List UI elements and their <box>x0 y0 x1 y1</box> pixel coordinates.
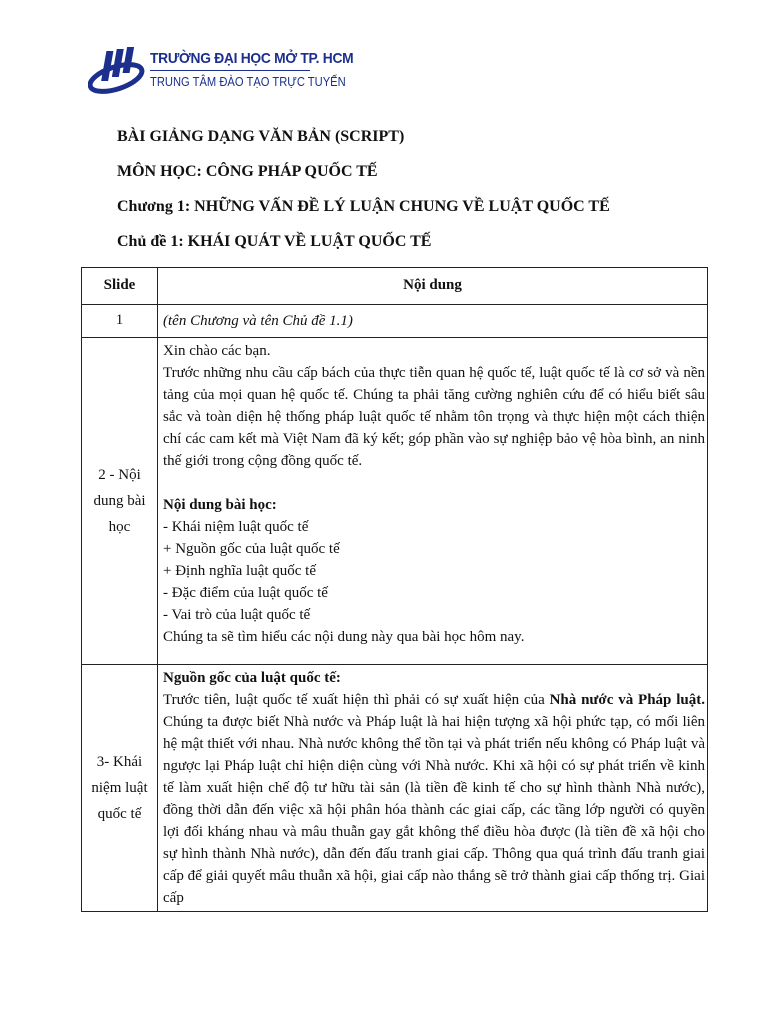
closing-text: Chúng ta sẽ tìm hiểu các nội dung này qua bài học hôm nay. <box>163 629 525 645</box>
logo-emblem-icon <box>88 42 148 100</box>
table-row <box>82 665 708 912</box>
slide-number: 1 <box>82 305 158 338</box>
slide-column-header: Slide <box>82 268 158 305</box>
university-name: TRƯỜNG ĐẠI HỌC MỞ TP. HCM <box>150 50 354 67</box>
lesson-content-heading: Nội dung bài học: <box>163 497 277 513</box>
topic-title: Chủ đề 1: KHÁI QUÁT VỀ LUẬT QUỐC TẾ <box>117 233 432 250</box>
university-logo <box>88 42 354 100</box>
logo-divider <box>150 70 310 71</box>
course-title: MÔN HỌC: CÔNG PHÁP QUỐC TẾ <box>117 163 378 180</box>
slide-content: (tên Chương và tên Chủ đề 1.1) <box>158 305 708 338</box>
list-item: + Nguồn gốc của luật quốc tế <box>163 541 340 557</box>
slide-content <box>158 665 708 912</box>
greeting-text: Xin chào các bạn. <box>163 343 271 359</box>
list-item: - Đặc điểm của luật quốc tế <box>163 585 328 601</box>
slide-content <box>158 338 708 665</box>
state-law-emphasis: Nhà nước và Pháp luật. <box>549 692 705 708</box>
intro-paragraph: Trước những nhu cầu cấp bách của thực tiễn quan hệ quốc tế, luật quốc tế là cơ sở và nền tảng của mọi quan hệ quốc tế. Chúng ta phải tăng cường nghiên cứu để có hiểu biết sâu sắc và toàn diện hệ thống pháp luật quốc tế nhằm tôn trọng và thực hiện một cách thiện chí các cam kết mà Việt Nam đã ký kết; góp phần vào sự nghiệp bảo vệ hòa bình, an ninh thế giới trong cộng đồng quốc tế. <box>163 365 705 469</box>
table-row <box>82 338 708 665</box>
script-table <box>81 267 708 912</box>
origin-heading: Nguồn gốc của luật quốc tế: <box>163 670 341 686</box>
origin-paragraph: Trước tiên, luật quốc tế xuất hiện thì phải có sự xuất hiện của Nhà nước và Pháp luật. Chúng ta được biết Nhà nước và Pháp luật là hai hiện tượng xã hội phức tạp, có mối liên hệ mật thiết với nhau. Nhà nước không thể tồn tại và phát triển nếu không có Pháp luật và ngược lại Pháp luật chỉ hiện diện cùng với Nhà nước. Khi xã hội có sự phát triển về kinh tế làm xuất hiện chế độ tư hữu tài sản (là tiền đề kinh tế cho sự hình thành Nhà nước), đồng thời dẫn đến việc xã hội phân hóa thành các giai cấp, các tầng lớp người có quyền lợi đối kháng nhau và mâu thuẫn gay gắt không thể điều hòa được (là tiền đề xã hội cho sự hình thành Nhà nước), dẫn đến đấu tranh giai cấp. Thông qua quá trình đấu tranh giai cấp để giải quyết mâu thuẫn xã hội, giai cấp nào thắng sẽ trở thành giai cấp thống trị. Giai cấp <box>163 692 705 906</box>
center-name: TRUNG TÂM ĐÀO TẠO TRỰC TUYẾN <box>150 74 346 89</box>
slide-number: 2 - Nội dung bài học <box>82 338 158 665</box>
slide-number: 3- Khái niệm luật quốc tế <box>82 665 158 912</box>
chapter-title: Chương 1: NHỮNG VẤN ĐỀ LÝ LUẬN CHUNG VỀ LUẬT QUỐC TẾ <box>117 198 610 215</box>
table-row <box>82 305 708 338</box>
content-column-header: Nội dung <box>158 268 708 305</box>
document-type-title: BÀI GIẢNG DẠNG VĂN BẢN (SCRIPT) <box>117 128 405 145</box>
list-item: - Vai trò của luật quốc tế <box>163 607 311 623</box>
list-item: - Khái niệm luật quốc tế <box>163 519 309 535</box>
table-header-row <box>82 268 708 305</box>
list-item: + Định nghĩa luật quốc tế <box>163 563 317 579</box>
